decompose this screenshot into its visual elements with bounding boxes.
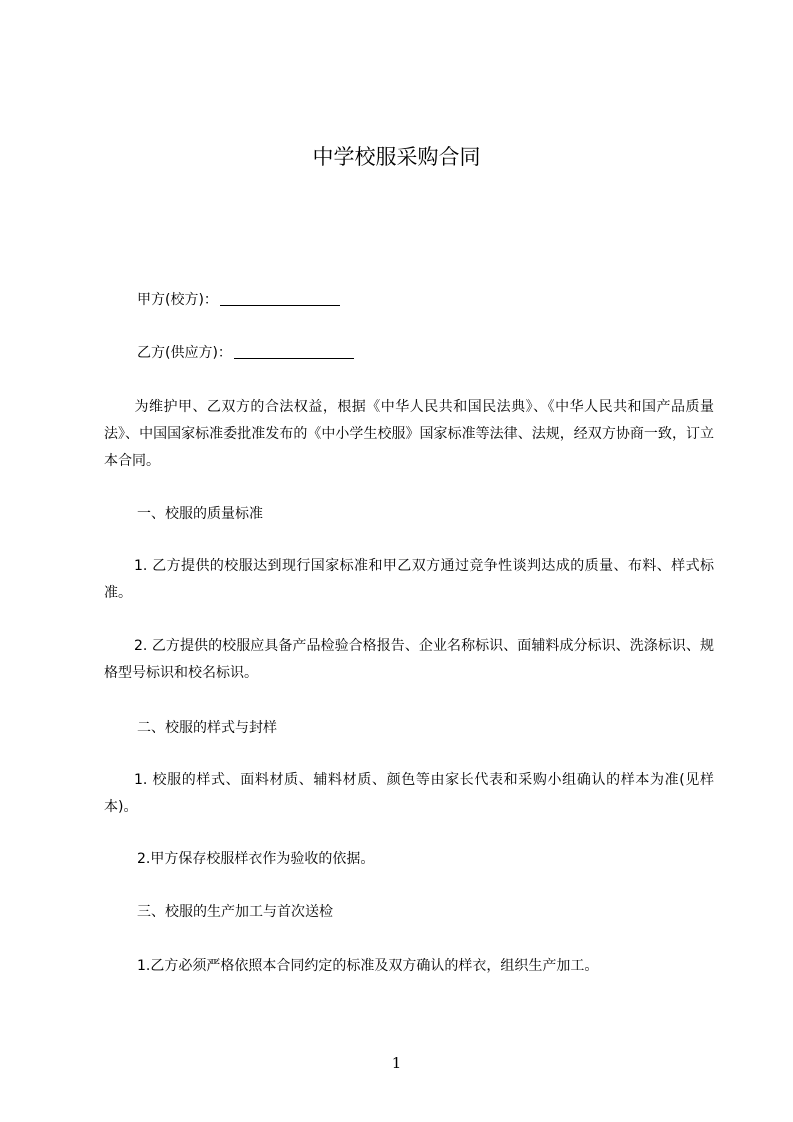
clause-paragraph	[104, 553, 714, 607]
party-b-label: 乙方(供应方)：	[137, 345, 232, 361]
preamble-paragraph	[104, 394, 714, 475]
clause-line: 1.乙方必须严格依照本合同约定的标准及双方确认的样衣，组织生产加工。	[137, 958, 599, 974]
clause-text: 2. 乙方提供的校服应具备产品检验合格报告、企业名称标识、面辅料成分标识、洗涤标识、规格型号标识和校名标识。	[104, 638, 714, 681]
clause-line: 2.甲方保存校服样衣作为验收的依据。	[137, 851, 375, 867]
party-a-label: 甲方(校方)：	[137, 292, 218, 308]
party-b-blank	[234, 344, 354, 359]
party-b-line	[137, 340, 747, 366]
clause-text: 1. 校服的样式、面料材质、辅料材质、颜色等由家长代表和采购小组确认的样本为准(见样本)。	[104, 772, 714, 815]
section-heading: 一、校服的质量标准	[137, 506, 263, 522]
page-number: 1	[391, 1054, 402, 1072]
party-a-blank	[220, 291, 340, 306]
clause-text: 1. 乙方提供的校服达到现行国家标准和甲乙双方通过竞争性谈判达成的质量、布料、样式标准。	[104, 558, 714, 601]
section-heading: 三、校服的生产加工与首次送检	[137, 904, 333, 920]
section-heading: 二、校服的样式与封样	[137, 720, 277, 736]
page-title: 中学校服采购合同	[312, 145, 481, 169]
clause-paragraph	[104, 767, 714, 821]
clause-paragraph	[104, 633, 714, 687]
preamble-text: 为维护甲、乙双方的合法权益，根据《中华人民共和国民法典》、《中华人民共和国产品质量法》、中国国家标准委批准发布的《中小学生校服》国家标准等法律、法规，经双方协商一致，订立本合同。	[104, 399, 714, 469]
party-a-line	[137, 287, 747, 313]
